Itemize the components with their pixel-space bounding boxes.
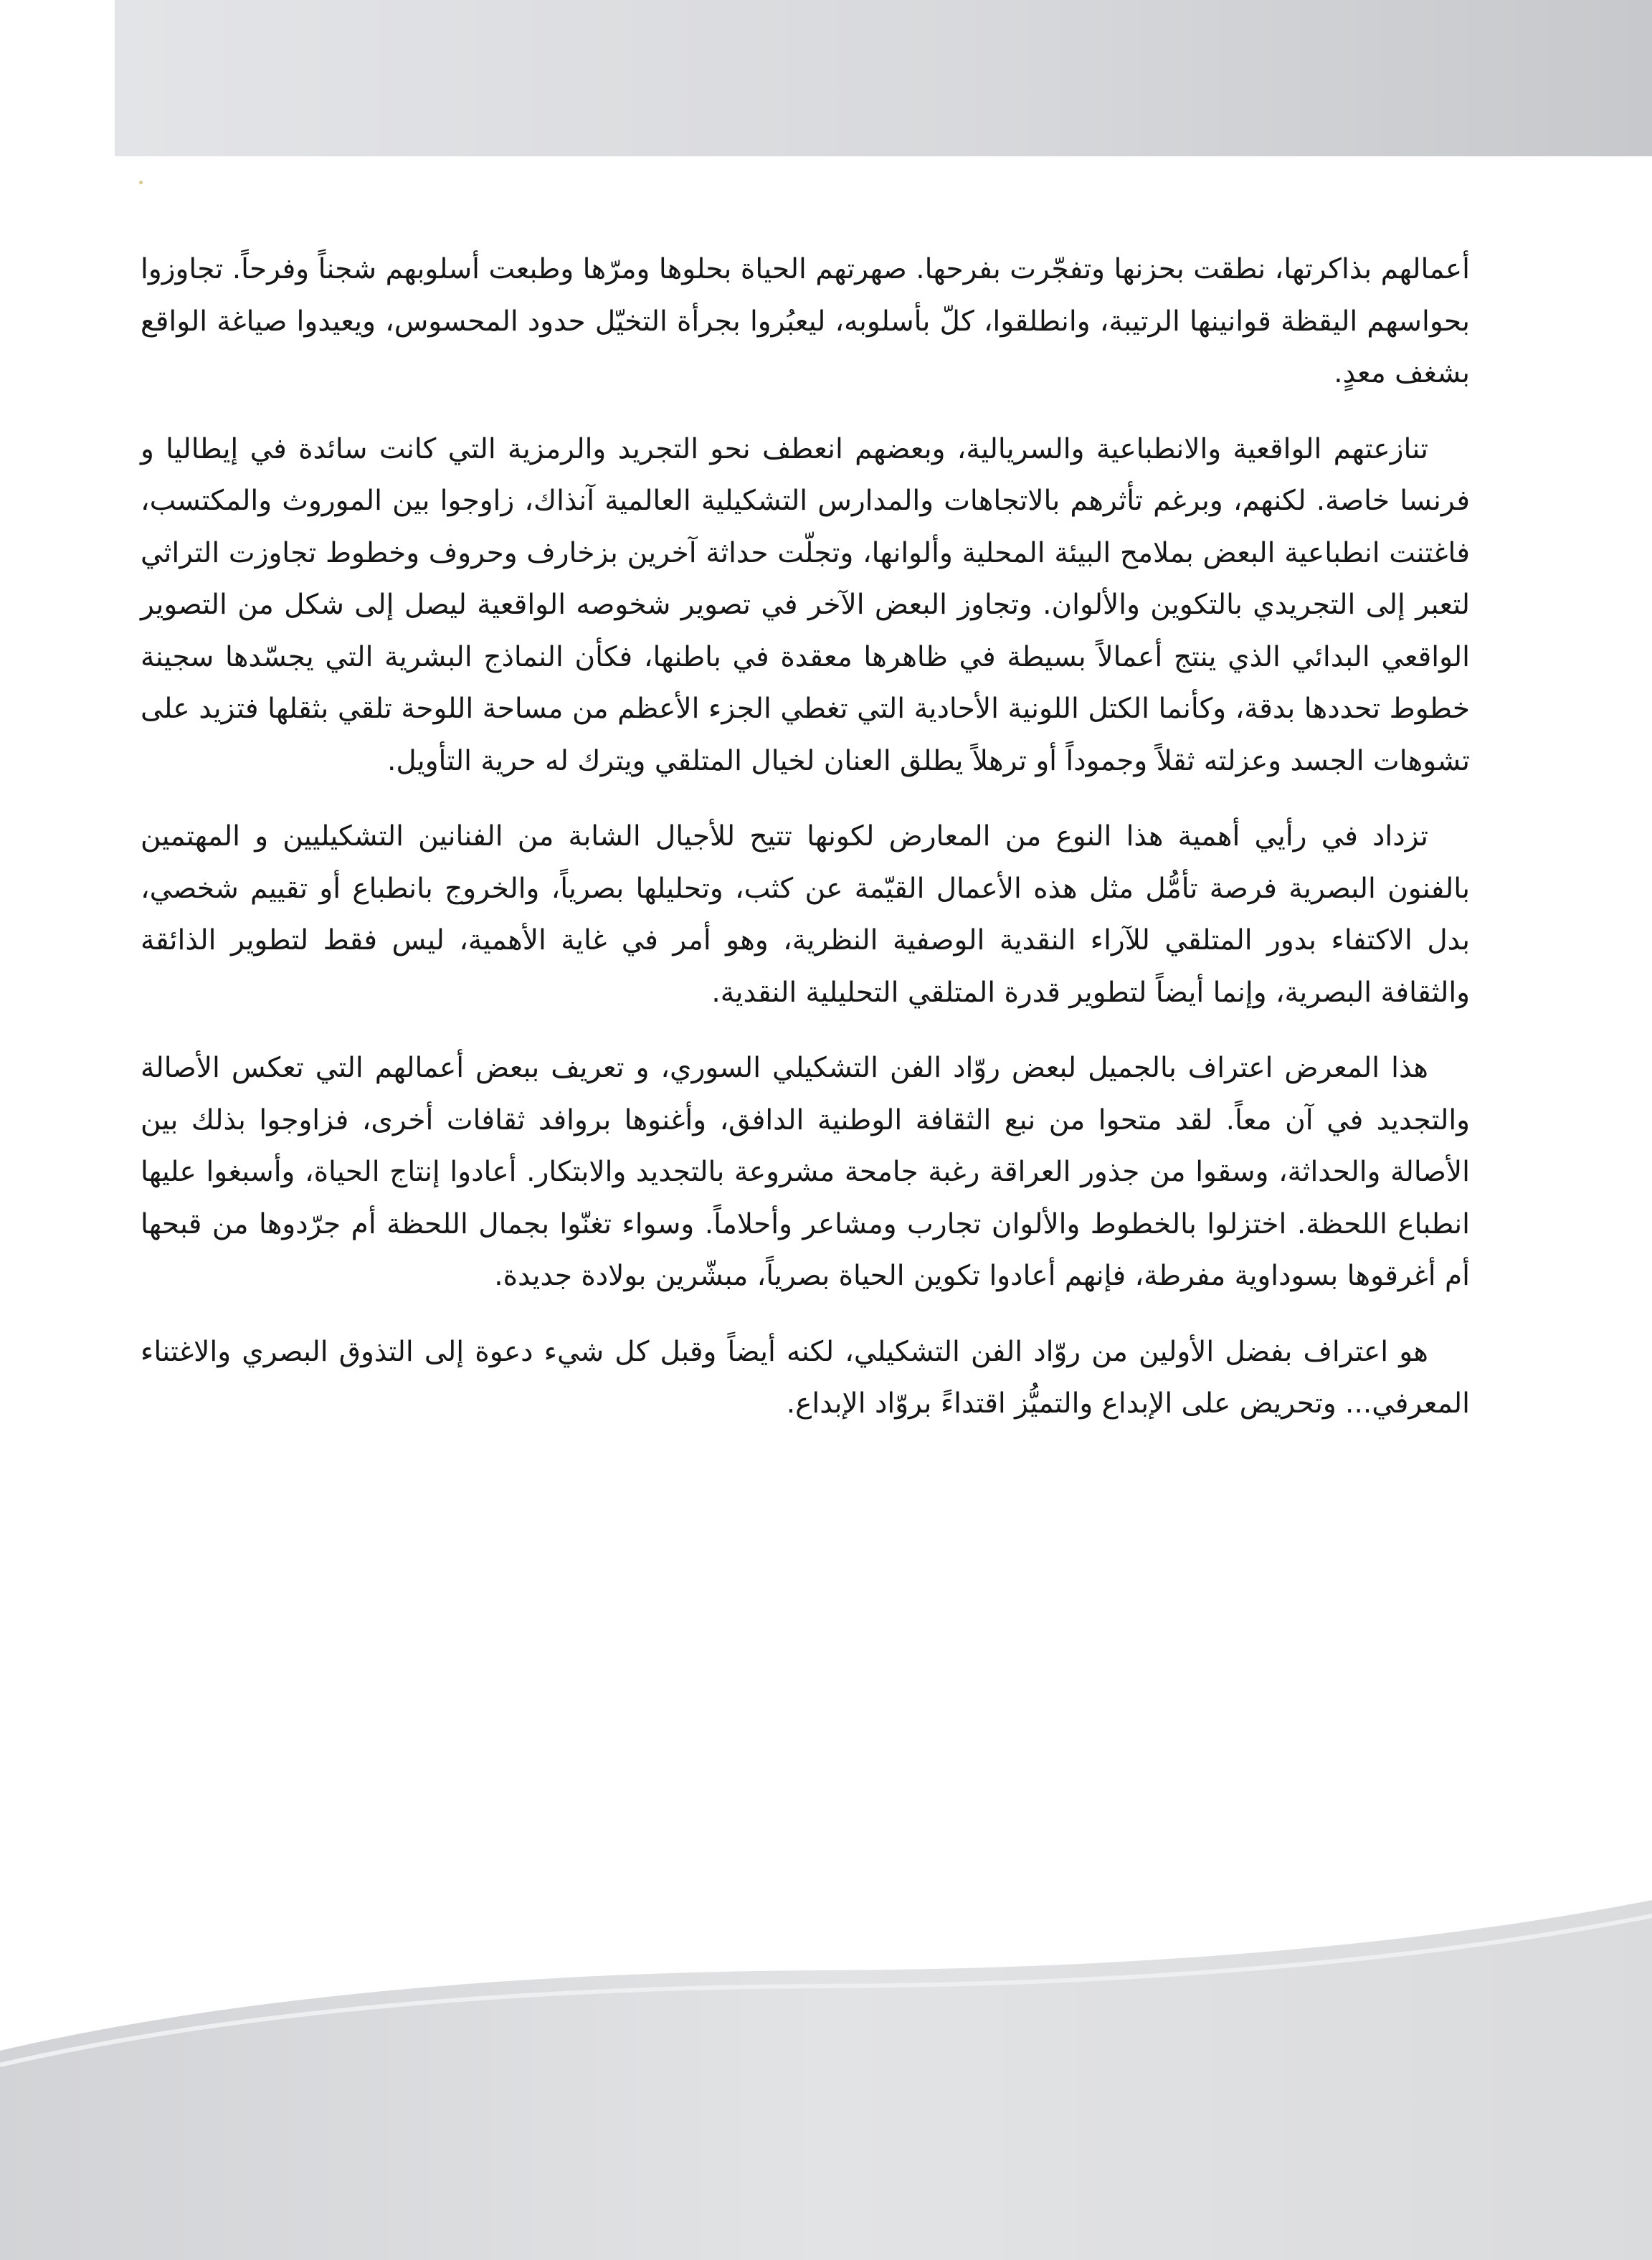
top-dot-mark — [139, 181, 143, 184]
paragraph-1: أعمالهم بذاكرتها، نطقت بحزنها وتفجّرت بفرحها. صهرتهم الحياة بحلوها ومرّها وطبعت أسلوبهم شجناً وفرحاً. تجاوزوا بحواسهم اليقظة قوانينها الرتيبة، وانطلقوا، كلّ بأسلوبه، ليعبُروا بجرأة التخيّل حدود المحسوس، ويعيدوا صياغة الواقع بشغف معدٍ. — [141, 253, 1470, 389]
paragraph-3: تزداد في رأيي أهمية هذا النوع من المعارض لكونها تتيح للأجيال الشابة من الفنانين التشكيليين و المهتمين بالفنون البصرية فرصة تأمُّل مثل هذه الأعمال القيّمة عن كثب، وتحليلها بصرياً، والخروج بانطباع أو تقييم شخصي، بدل الاكتفاء بدور المتلقي للآراء النقدية الوصفية النظرية، وهو أمر في غاية الأهمية، ليس فقط لتطوير الذائقة والثقافة البصرية، وإنما أيضاً لتطوير قدرة المتلقي التحليلية النقدية. — [141, 820, 1470, 1009]
paragraph-5: هو اعتراف بفضل الأولين من روّاد الفن التشكيلي، لكنه أيضاً وقبل كل شيء دعوة إلى التذوق البصري والاغتناء المعرفي... وتحريض على الإبداع والتميُّز اقتداءً بروّاد الإبداع. — [141, 1335, 1470, 1420]
header-band — [115, 0, 1652, 156]
paragraph-4: هذا المعرض اعتراف بالجميل لبعض روّاد الفن التشكيلي السوري، و تعريف ببعض أعمالهم التي تعكس الأصالة والتجديد في آن معاً. لقد متحوا من نبع الثقافة الوطنية الدافق، وأغنوها بروافد ثقافات أخرى، فزاوجوا بذلك بين الأصالة والحداثة، وسقوا من جذور العراقة رغبة جامحة مشروعة بالتجديد والابتكار. أعادوا إنتاج الحياة، وأسبغوا عليها انطباع اللحظة. اختزلوا بالخطوط والألوان تجارب ومشاعر وأحلاماً. وسواء تغنّوا بجمال اللحظة أم جرّدوها من قبحها أم أغرقوها بسوداوية مفرطة، فإنهم أعادوا تكوين الحياة بصرياً، مبشّرين بولادة جديدة. — [141, 1052, 1470, 1292]
paragraph-2: تنازعتهم الواقعية والانطباعية والسريالية، وبعضهم انعطف نحو التجريد والرمزية التي كانت سائدة في إيطاليا و فرنسا خاصة. لكنهم، وبرغم تأثرهم بالاتجاهات والمدارس التشكيلية العالمية آنذاك، زاوجوا بين الموروث والمكتسب، فاغتنت انطباعية البعض بملامح البيئة المحلية وألوانها، وتجلّت حداثة آخرين بزخارف وحروف وخطوط تجاوزت التراثي لتعبر إلى التجريدي بالتكوين والألوان. وتجاوز البعض الآخر في تصوير شخوصه الواقعية ليصل إلى شكل من التصوير الواقعي البدائي الذي ينتج أعمالاً بسيطة في ظاهرها معقدة في باطنها، فكأن النماذج البشرية التي يجسّدها سجينة خطوط تحددها بدقة، وكأنما الكتل اللونية الأحادية التي تغطي الجزء الأعظم من مساحة اللوحة تلقي بثقلها فتزيد على تشوهات الجسد وعزلته ثقلاً وجموداً أو ترهلاً يطلق العنان لخيال المتلقي ويترك له حرية التأويل. — [141, 432, 1470, 777]
footer-swoosh — [0, 1893, 1652, 2260]
article-body — [141, 244, 1470, 1454]
